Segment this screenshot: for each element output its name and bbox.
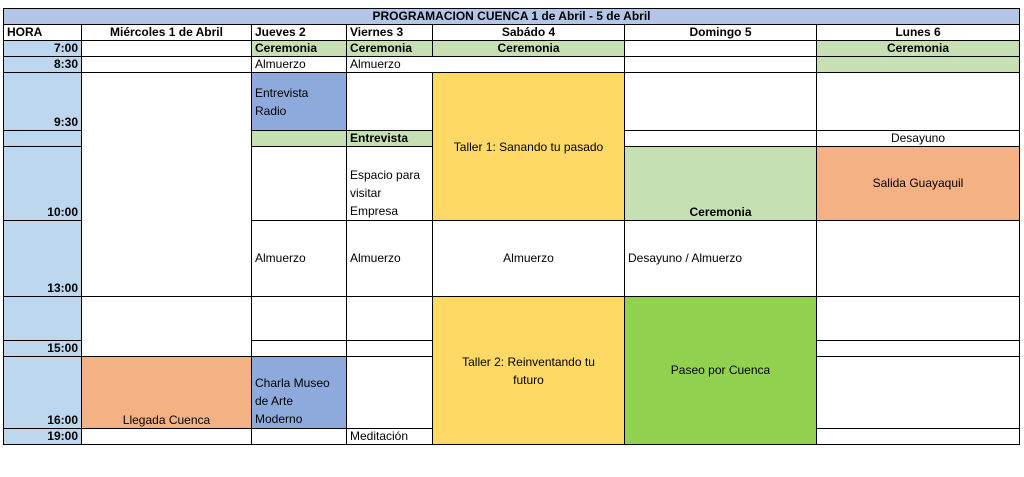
cell-viernes-almuerzo: Almuerzo	[347, 57, 433, 73]
cell-empty	[252, 297, 347, 341]
cell-empty	[82, 57, 252, 73]
header-hora: HORA	[4, 25, 82, 41]
cell-sabado-taller-1: Taller 1: Sanando tu pasado	[433, 73, 625, 221]
cell-empty	[252, 147, 347, 221]
cell-empty	[347, 357, 433, 429]
time-7-00: 7:00	[4, 41, 82, 57]
cell-empty	[817, 341, 1020, 357]
cell-empty	[82, 429, 252, 445]
cell-empty	[817, 357, 1020, 429]
cell-empty	[347, 73, 433, 131]
cell-viernes-ceremonia: Ceremonia	[347, 41, 433, 57]
time-13-00: 13:00	[4, 221, 82, 297]
cell-jueves-ceremonia: Ceremonia	[252, 41, 347, 57]
cell-lunes-green	[817, 57, 1020, 73]
time-10-00: 10:00	[4, 147, 82, 221]
cell-lunes-desayuno: Desayuno	[817, 131, 1020, 147]
cell-empty	[625, 41, 817, 57]
header-lunes: Lunes 6	[817, 25, 1020, 41]
header-viernes: Viernes 3	[347, 25, 433, 41]
cell-sabado-almuerzo: Almuerzo	[433, 221, 625, 297]
cell-viernes-meditacion: Meditación	[347, 429, 433, 445]
cell-empty	[625, 73, 817, 131]
schedule-sheet	[3, 8, 1020, 445]
time-9-30: 9:30	[4, 73, 82, 131]
cell-domingo-desayuno-almuerzo: Desayuno / Almuerzo	[625, 221, 817, 297]
cell-jueves-entrevista-radio: Entrevista Radio	[252, 73, 347, 131]
cell-empty	[625, 57, 817, 73]
cell-jueves-charla: Charla Museo de Arte Moderno	[252, 357, 347, 429]
header-miercoles: Miércoles 1 de Abril	[82, 25, 252, 41]
cell-empty	[817, 297, 1020, 341]
cell-domingo-paseo: Paseo por Cuenca	[625, 297, 817, 445]
cell-sabado-taller-2: Taller 2: Reinventando tu futuro	[433, 297, 625, 445]
cell-empty	[82, 41, 252, 57]
schedule-table	[3, 8, 1020, 445]
cell-jueves-almuerzo-2: Almuerzo	[252, 221, 347, 297]
cell-miercoles-empty-block	[82, 73, 252, 297]
cell-empty	[817, 429, 1020, 445]
cell-sabado-ceremonia: Ceremonia	[433, 41, 625, 57]
cell-empty	[625, 131, 817, 147]
cell-viernes-almuerzo-2: Almuerzo	[347, 221, 433, 297]
schedule-title: PROGRAMACION CUENCA 1 de Abril - 5 de Abril	[4, 9, 1020, 25]
cell-empty	[347, 341, 433, 357]
cell-empty	[252, 341, 347, 357]
time-blank	[4, 297, 82, 341]
cell-viernes-entrevista: Entrevista	[347, 131, 433, 147]
header-sabado: Sabádo 4	[433, 25, 625, 41]
time-16-00: 16:00	[4, 357, 82, 429]
header-domingo: Domingo 5	[625, 25, 817, 41]
time-15-00: 15:00	[4, 341, 82, 357]
time-8-30: 8:30	[4, 57, 82, 73]
time-19-00: 19:00	[4, 429, 82, 445]
cell-miercoles-empty	[82, 297, 252, 357]
cell-lunes-ceremonia: Ceremonia	[817, 41, 1020, 57]
cell-domingo-ceremonia: Ceremonia	[625, 147, 817, 221]
cell-empty	[817, 221, 1020, 297]
cell-lunes-salida: Salida Guayaquil	[817, 147, 1020, 221]
cell-jueves-almuerzo: Almuerzo	[252, 57, 347, 73]
cell-empty	[347, 297, 433, 341]
cell-viernes-espacio: Espacio para visitar Empresa	[347, 147, 433, 221]
cell-jueves-green	[252, 131, 347, 147]
cell-empty	[252, 429, 347, 445]
time-blank	[4, 131, 82, 147]
cell-empty	[433, 57, 625, 73]
cell-miercoles-llegada: Llegada Cuenca	[82, 357, 252, 429]
header-jueves: Jueves 2	[252, 25, 347, 41]
cell-empty	[817, 73, 1020, 131]
